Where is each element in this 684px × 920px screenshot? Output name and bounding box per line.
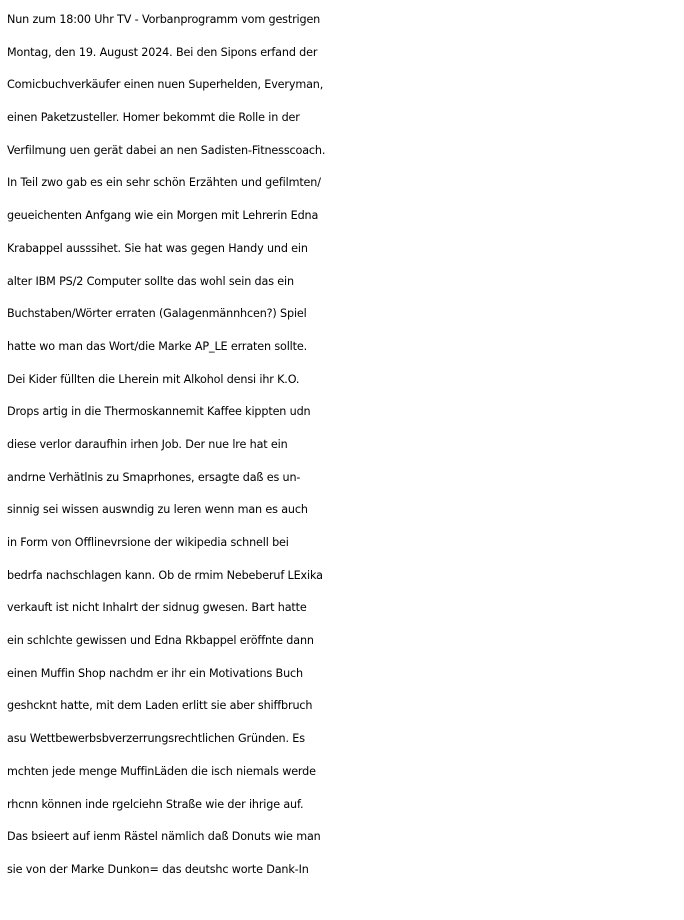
text-line: geshcknt hatte, mit dem Laden erlitt sie aber shiffbruch bbox=[7, 699, 313, 713]
text-line: In Teil zwo gab es ein sehr schön Erzähten und gefilmten/ bbox=[7, 176, 321, 190]
text-line: Verfilmung uen gerät dabei an nen Sadisten-Fitnesscoach. bbox=[7, 143, 326, 157]
text-line: in Form von Offlinevrsione der wikipedia schnell bei bbox=[7, 536, 289, 549]
text-line: einen Muffin Shop nachdm er ihr ein Motivations Buch bbox=[7, 666, 303, 680]
document-page bbox=[7, 4, 684, 920]
text-line: geueichenten Anfgang wie ein Morgen mit Lehrerin Edna bbox=[7, 209, 319, 223]
text-line: diese verlor daraufhin irhen Job. Der nue lre hat ein bbox=[7, 437, 288, 451]
text-line: mchten jede menge MuffinLäden die isch niemals werde bbox=[7, 764, 316, 778]
text-line: ein schlchte gewissen und Edna Rkbappel eröffnte dann bbox=[7, 634, 314, 648]
text-line: rhcnn können inde rgelciehn Straße wie der ihrige auf. bbox=[7, 797, 304, 811]
text-line: Buchstaben/Wörter erraten (Galagenmännhcen?) Spiel bbox=[7, 307, 307, 321]
text-line: Das bsieert auf ienm Rästel nämlich daß Donuts wie man bbox=[7, 830, 321, 844]
text-line: asu Wettbewerbsbverzerrungsrechtlichen Gründen. Es bbox=[7, 732, 305, 746]
text-line: Comicbuchverkäufer einen nuen Superhelden, Everyman, bbox=[7, 78, 324, 92]
text-line: alter IBM PS/2 Computer sollte das wohl sein das ein bbox=[7, 274, 294, 288]
text-line: sie von der Marke Dunkon= das deutshc worte Dank-In bbox=[7, 862, 309, 876]
text-line: verkauft ist nicht Inhalrt der sidnug gwesen. Bart hatte bbox=[7, 601, 307, 615]
text-line: hatte wo man das Wort/die Marke AP_LE erraten sollte. bbox=[7, 339, 308, 353]
text-line: Montag, den 19. August 2024. Bei den Sipons erfand der bbox=[7, 45, 318, 59]
text-line: andrne Verhätlnis zu Smaprhones, ersagte daß es un- bbox=[7, 470, 301, 484]
text-line: bedrfa nachschlagen kann. Ob de rmim Nebeberuf LExika bbox=[7, 568, 323, 582]
text-line: einen Paketzusteller. Homer bekommt die Rolle in der bbox=[7, 111, 300, 125]
text-line: Drops artig in die Thermoskannemit Kaffee kippten udn bbox=[7, 405, 311, 419]
text-line: sinnig sei wissen auswndig zu leren wenn man es auch bbox=[7, 503, 308, 517]
text-line: Dei Kider füllten die Lherein mit Alkohol densi ihr K.O. bbox=[7, 372, 300, 386]
text-line: Krabappel ausssihet. Sie hat was gegen Handy und ein bbox=[7, 241, 308, 255]
text-line: Nun zum 18:00 Uhr TV - Vorbanprogramm vom gestrigen bbox=[7, 13, 321, 26]
